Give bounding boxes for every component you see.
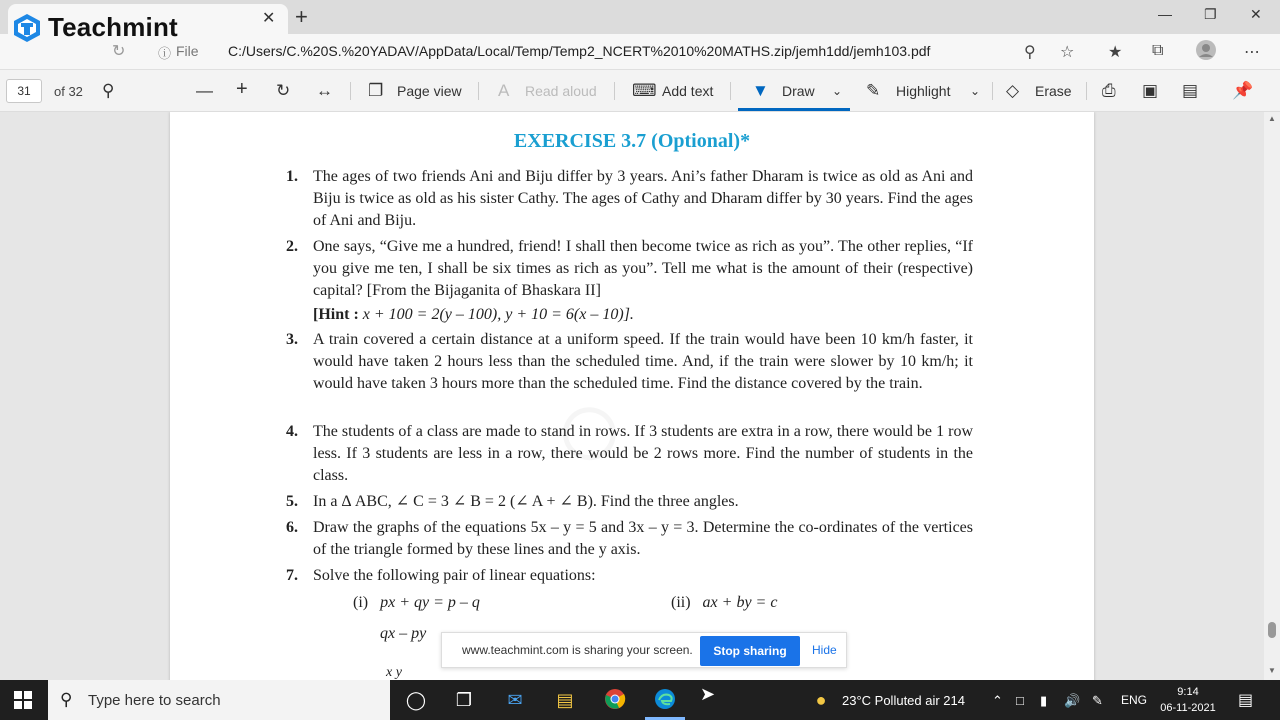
question-3: [286, 329, 973, 395]
search-placeholder: Type here to search: [88, 692, 221, 709]
hint-text: x + 100 = 2(y – 100), y + 10 = 6(x – 10)].: [362, 306, 634, 323]
total-pages: of 32: [54, 84, 83, 99]
question-5: [286, 491, 973, 513]
question-number: 2.: [286, 238, 298, 255]
minimize-icon[interactable]: —: [1158, 6, 1172, 22]
find-icon[interactable]: ⚲: [102, 81, 115, 100]
eraser-icon[interactable]: ◇: [1006, 81, 1020, 100]
scrollbar-thumb[interactable]: [1268, 622, 1276, 638]
taskbar-search[interactable]: [48, 680, 390, 720]
save-as-icon[interactable]: ▤: [1182, 81, 1199, 100]
collections-icon[interactable]: ⧉: [1152, 42, 1164, 59]
toolbar-divider: [614, 82, 615, 100]
language-indicator[interactable]: ENG: [1121, 693, 1148, 707]
weather-icon[interactable]: ●: [815, 690, 827, 710]
file-label: File: [176, 43, 199, 59]
taskbar: [0, 680, 1280, 720]
restore-icon[interactable]: ❐: [1204, 6, 1217, 22]
page-view-button[interactable]: Page view: [397, 83, 462, 99]
question-text: A train covered a certain distance at a uniform speed. If the train would have been 10 km/h faster, it would have taken 2 hours less than the scheduled time. And, if the train were slower by 10 km/h; it would have taken 3 hours more than the scheduled time. Find the distance covered by the train.: [313, 331, 973, 392]
question-2: [286, 236, 973, 326]
favorites-icon[interactable]: ★: [1108, 44, 1123, 61]
add-text-button[interactable]: Add text: [662, 83, 714, 99]
question-6: [286, 517, 973, 561]
rotate-icon[interactable]: ↻: [276, 81, 291, 100]
brand-name: Teachmint: [48, 12, 178, 42]
more-menu-icon[interactable]: ⋯: [1244, 44, 1260, 61]
pen-icon[interactable]: ✎: [1092, 693, 1103, 708]
window-close-icon[interactable]: ✕: [1250, 6, 1262, 22]
zoom-out-icon[interactable]: —: [196, 81, 213, 100]
question-number: 7.: [286, 567, 298, 584]
stop-sharing-button[interactable]: Stop sharing: [700, 636, 800, 666]
save-icon[interactable]: ▣: [1142, 81, 1159, 100]
pin-toolbar-icon[interactable]: 📌: [1232, 81, 1254, 100]
clock-date: 06-11-2021: [1160, 702, 1216, 714]
mail-icon[interactable]: ✉: [507, 690, 523, 710]
question-number: 6.: [286, 519, 298, 536]
refresh-icon[interactable]: ↻: [112, 43, 126, 60]
device-icon[interactable]: □: [1016, 693, 1024, 708]
toolbar-divider: [350, 82, 351, 100]
toolbar-divider: [478, 82, 479, 100]
task-view-icon[interactable]: ❐: [455, 690, 473, 710]
sub-question-row: x y: [386, 665, 402, 680]
exercise-title: EXERCISE 3.7 (Optional)*: [513, 130, 751, 152]
highlight-chevron-down-icon[interactable]: ⌄: [970, 84, 981, 98]
document-viewport[interactable]: [0, 112, 1280, 680]
teachmint-logo-icon: [12, 13, 42, 43]
draw-icon[interactable]: ▼: [752, 81, 769, 100]
volume-icon[interactable]: 🔊: [1064, 693, 1081, 708]
erase-button[interactable]: Erase: [1035, 83, 1072, 99]
notification-icon[interactable]: ▤: [1238, 692, 1254, 709]
file-explorer-icon[interactable]: ▤: [556, 690, 574, 710]
draw-chevron-down-icon[interactable]: ⌄: [832, 84, 843, 98]
zoom-in-icon[interactable]: +: [236, 78, 248, 100]
question-text: Draw the graphs of the equations 5x – y = 5 and 3x – y = 3. Determine the co-ordinates of the vertices of the triangle formed by these lines and the y axis.: [313, 519, 973, 558]
highlight-button[interactable]: Highlight: [896, 83, 951, 99]
read-aloud-icon: A: [498, 81, 510, 100]
teachmint-logo: [12, 12, 178, 43]
info-icon[interactable]: ⓘ: [158, 46, 172, 61]
mouse-cursor-icon: ➤: [700, 684, 716, 704]
read-aloud-button: Read aloud: [525, 83, 597, 99]
pdf-page: [170, 112, 1094, 680]
screen-share-banner: [441, 632, 847, 668]
tab-bar: [0, 0, 1280, 34]
equation: px + qy = p – q: [380, 594, 480, 611]
question-number: 4.: [286, 423, 298, 440]
chevron-up-icon[interactable]: ⌃: [992, 693, 1003, 708]
highlight-icon[interactable]: ✎: [866, 81, 881, 100]
chrome-icon[interactable]: [602, 688, 628, 712]
weather-text[interactable]: 23°C Polluted air 214: [842, 693, 965, 708]
sub-question-i: [353, 594, 480, 612]
question-text: In a Δ ABC, ∠ C = 3 ∠ B = 2 (∠ A + ∠ B). Find the three angles.: [313, 493, 739, 510]
question-number: 1.: [286, 168, 298, 185]
address-bar: [0, 34, 1280, 70]
hint-line: [313, 304, 973, 326]
page-view-icon[interactable]: ❐: [368, 81, 384, 100]
question-number: 5.: [286, 493, 298, 510]
close-tab-icon[interactable]: ✕: [262, 10, 276, 27]
hint-label: [Hint :: [313, 306, 359, 323]
question-1: [286, 166, 973, 232]
page-number-input[interactable]: 31: [6, 79, 42, 103]
battery-icon[interactable]: ▮: [1040, 693, 1048, 708]
equation: ax + by = c: [702, 594, 778, 611]
question-4: [286, 421, 973, 487]
toolbar-divider: [730, 82, 731, 100]
cortana-icon[interactable]: ◯: [405, 690, 427, 710]
question-text: Solve the following pair of linear equations:: [313, 567, 596, 584]
new-tab-button[interactable]: +: [295, 4, 308, 29]
windows-start-icon[interactable]: [14, 691, 32, 709]
sub-question-ii: [671, 594, 777, 612]
edge-icon[interactable]: [652, 688, 678, 712]
add-text-icon[interactable]: ⌨: [632, 81, 657, 100]
hide-button[interactable]: Hide: [812, 643, 837, 657]
question-text: The students of a class are made to stand in rows. If 3 students are extra in a row, there would be 1 row less. If 3 students are less in a row, there would be 2 rows more. Find the number of students in the class.: [313, 423, 973, 484]
scroll-up-icon[interactable]: ▲: [1268, 114, 1276, 123]
sub-question-number: (ii): [671, 594, 691, 611]
print-icon[interactable]: ⎙: [1102, 81, 1116, 100]
url-field[interactable]: C:/Users/C.%20S.%20YADAV/AppData/Local/Temp/Temp2_NCERT%2010%20MATHS.zip/jemh1dd/jemh103.pdf: [228, 43, 931, 59]
question-7: [286, 565, 973, 587]
question-text: The ages of two friends Ani and Biju differ by 3 years. Ani’s father Dharam is twice as old as Ani and Biju is twice as old as his sister Cathy. The ages of Cathy and Dharam differ by 30 years. Find the ages of Ani and Biju.: [313, 168, 973, 229]
draw-button[interactable]: Draw: [782, 83, 815, 99]
question-text: One says, “Give me a hundred, friend! I shall then become twice as rich as you”. The other replies, “If you give me ten, I shall be six times as rich as you”. Tell me what is the amount of their (respective) capital? [From the Bijaganita of Bhaskara II]: [313, 238, 973, 299]
toolbar-divider: [1086, 82, 1087, 100]
zoom-icon[interactable]: ⚲: [1024, 44, 1036, 61]
share-message: www.teachmint.com is sharing your screen.: [462, 643, 693, 657]
clock[interactable]: [1150, 684, 1226, 716]
pdf-toolbar: [0, 70, 1280, 112]
add-favorite-icon[interactable]: ☆: [1060, 44, 1075, 61]
draw-active-indicator: [738, 108, 850, 111]
scroll-down-icon[interactable]: ▼: [1268, 666, 1276, 675]
vertical-scrollbar[interactable]: [1264, 112, 1280, 680]
toolbar-divider: [992, 82, 993, 100]
sub-question-i-eq2: qx – py: [380, 625, 427, 642]
profile-avatar[interactable]: [1196, 40, 1216, 65]
clock-time: 9:14: [1177, 686, 1199, 698]
sub-question-number: (i): [353, 594, 369, 611]
search-icon: ⚲: [60, 690, 73, 709]
question-number: 3.: [286, 331, 298, 348]
fit-page-icon[interactable]: ↔: [316, 81, 333, 100]
